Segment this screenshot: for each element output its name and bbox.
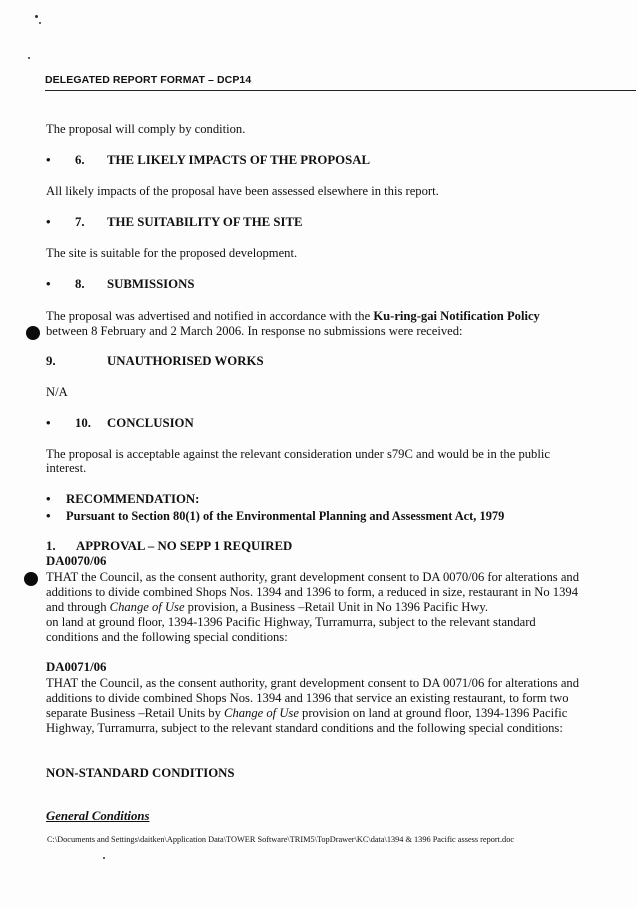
section-10-text-line1: The proposal is acceptable against the relevant consideration under s79C and would be in the public — [46, 447, 550, 461]
da2-text-line3 — [46, 706, 586, 721]
general-conditions-heading: General Conditions — [46, 809, 150, 823]
section-10-heading: CONCLUSION — [107, 416, 194, 430]
da2-text-line3-b: provision on land at ground floor, 1394-1396 Pacific — [298, 706, 568, 720]
approval-heading: APPROVAL – NO SEPP 1 REQUIRED — [76, 539, 293, 553]
section-7-number: 7. — [75, 215, 85, 229]
da1-text-line4: on land at ground floor, 1394-1396 Pacific Highway, Turramurra, subject to the relevant standard — [46, 615, 536, 629]
recommendation-heading: RECOMMENDATION: — [66, 492, 200, 506]
bullet-icon: • — [46, 214, 51, 229]
bullet-icon: • — [46, 491, 51, 506]
recommendation-act: Pursuant to Section 80(1) of the Environmental Planning and Assessment Act, 1979 — [66, 509, 505, 523]
da1-text-line3-a: and through — [46, 600, 110, 614]
section-7-text: The site is suitable for the proposed development. — [46, 246, 298, 260]
da1-id: DA0070/06 — [46, 554, 107, 568]
section-10-text-line2: interest. — [46, 461, 87, 475]
da1-text-line2: additions to divide combined Shops Nos. 1394 and 1396 to form, a reduced in size, restaurant in No 1394 — [46, 585, 578, 599]
da2-text-line2: additions to divide combined Shops Nos. 1394 and 1396 that service an existing restaurant, to form two — [46, 691, 569, 705]
footer-file-path: C:\Documents and Settings\daitken\Application Data\TOWER Software\TRIM5\TopDrawer\KC\data\1394 & 1396 Pacific assess report.doc — [47, 835, 515, 844]
punch-hole-mark — [24, 572, 38, 586]
da2-text-line1: THAT the Council, as the consent authority, grant development consent to DA 0071/06 for alterations and — [46, 676, 580, 690]
da2-text-line4: Highway, Turramurra, subject to the relevant standard conditions and the following special conditions: — [46, 721, 563, 735]
section-7-heading: THE SUITABILITY OF THE SITE — [107, 215, 303, 229]
da1-text-line3 — [46, 600, 586, 615]
bullet-icon: • — [46, 152, 51, 167]
nonstandard-conditions-heading: NON-STANDARD CONDITIONS — [46, 766, 235, 780]
section-9-heading: UNAUTHORISED WORKS — [107, 354, 264, 368]
comply-text: The proposal will comply by condition. — [46, 122, 246, 136]
da1-change-of-use: Change of Use — [109, 600, 185, 614]
scan-speck — [103, 857, 105, 859]
section-9-text: N/A — [46, 385, 68, 399]
da2-change-of-use: Change of Use — [224, 706, 299, 720]
bullet-icon: • — [46, 415, 51, 430]
punch-hole-mark — [26, 326, 40, 340]
section-8-text-line1 — [46, 309, 586, 324]
section-6-text: All likely impacts of the proposal have been assessed elsewhere in this report. — [46, 184, 439, 198]
section-8-number: 8. — [75, 277, 85, 291]
header-rule — [45, 90, 636, 91]
scan-speck — [28, 57, 30, 59]
notification-policy-name: Ku-ring-gai Notification Policy — [373, 309, 540, 323]
scan-speck — [39, 22, 41, 24]
section-8-text-line2: between 8 February and 2 March 2006. In response no submissions were received: — [46, 324, 463, 338]
da2-text-line3-a: separate Business –Retail Units by — [46, 706, 225, 720]
page-header-title: DELEGATED REPORT FORMAT – DCP14 — [45, 74, 252, 86]
bullet-icon: • — [46, 508, 51, 523]
section-8-heading: SUBMISSIONS — [107, 277, 195, 291]
section-9-number: 9. — [46, 354, 56, 368]
da1-text-line5: conditions and the following special conditions: — [46, 630, 288, 644]
section-8-text-a: The proposal was advertised and notified in accordance with the — [46, 309, 374, 323]
approval-number: 1. — [46, 539, 56, 553]
da1-text-line3-b: provision, a Business –Retail Unit in No 1396 Pacific Hwy. — [184, 600, 489, 614]
da1-text-line1: THAT the Council, as the consent authority, grant development consent to DA 0070/06 for alterations and — [46, 570, 580, 584]
bullet-icon: • — [46, 276, 51, 291]
section-6-number: 6. — [75, 153, 85, 167]
section-10-number: 10. — [75, 416, 91, 430]
section-6-heading: THE LIKELY IMPACTS OF THE PROPOSAL — [107, 153, 370, 167]
da2-id: DA0071/06 — [46, 660, 107, 674]
scan-speck — [35, 15, 38, 18]
